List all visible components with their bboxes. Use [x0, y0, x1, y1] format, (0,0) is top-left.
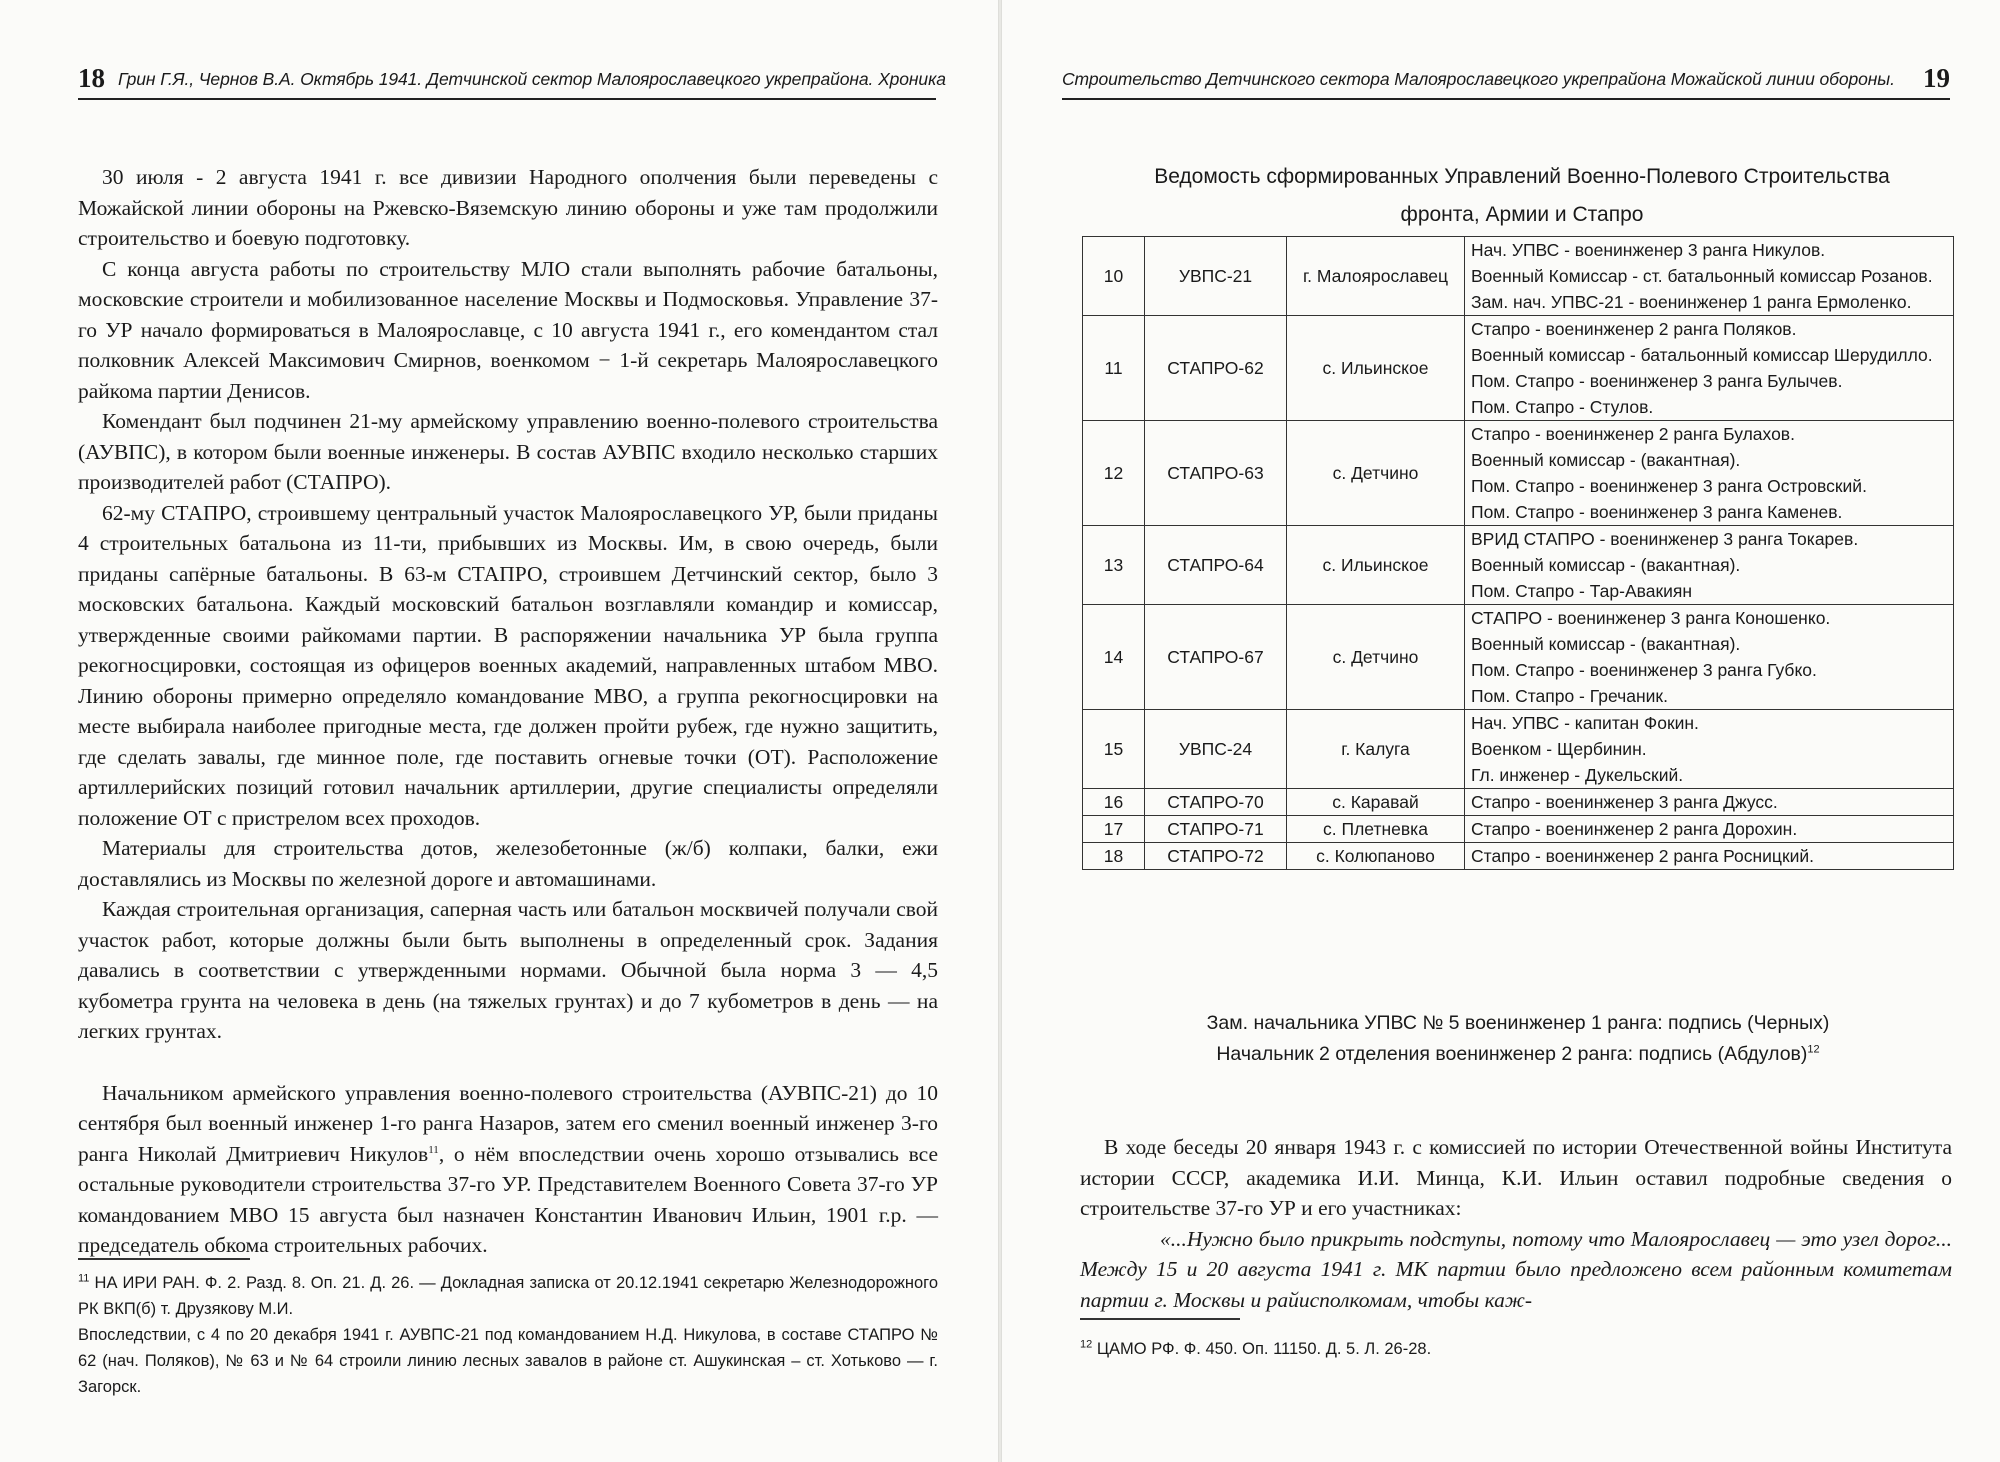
quote: «...Нужно было прикрыть подступы, потому что Малоярославец — это узел дорог... Между 15 и 20 августа 1941 г. МК партии было предложено всем районным комитетам партии г. Москвы и райисполкомам, чтобы каж- [1080, 1226, 1952, 1312]
paragraph: В ходе беседы 20 января 1943 г. с комиссией по истории Отечественной войны Института истории СССР, академика И.И. Минца, К.И. Ильин оставил подробные сведения о строительстве 37-го УР и его участниках: [1080, 1135, 1952, 1220]
unit-staff: Стапро - военинженер 3 ранга Джусс. [1465, 789, 1954, 816]
row-number: 14 [1083, 605, 1145, 710]
unit-staff: Стапро - военинженер 2 ранга Дорохин. [1465, 816, 1954, 843]
left-running-header [78, 58, 946, 100]
unit-name: СТАПРО-71 [1145, 816, 1287, 843]
row-number: 10 [1083, 237, 1145, 316]
paragraph-text: , о нём впоследствии очень хорошо отзывались все остальные руководители строительства 37-го УР. Представителем Военного Совета 37-го УР командованием МВО 15 августа был назначен Константин Иванович Ильин, 1901 г.р. — председатель обкома строительных рабочих. [78, 1141, 938, 1257]
paragraph [78, 1078, 938, 1261]
paragraph: С конца августа работы по строительству МЛО стали выполнять рабочие батальоны, московские строители и мобилизованное население Москвы и Подмосковья. Управление 37-го УР начало формироваться в Малоярославце, с 10 августа 1941 г., его комендантом стал полковник Алексей Максимович Смирнов, военкомом − 1-й секретарь Малоярославецкого райкома партии Денисов. [78, 256, 938, 403]
left-body-text [78, 162, 938, 1261]
unit-staff: ВРИД СТАПРО - военинженер 3 ранга Токарев. Военный комиссар - (вакантная). Пом. Стапро - Тар-Авакиян [1465, 526, 1954, 605]
footnote [78, 1270, 938, 1322]
right-page-number: 19 [1923, 63, 1950, 93]
footnote [1080, 1336, 1952, 1362]
table-title-line: фронта, Армии и Стапро [1400, 203, 1644, 226]
paragraph-text: Начальником армейского управления военно-полевого строительства (АУВПС-21) до 10 сентября был военный инженер 1-го ранга Назаров, затем его сменил военный инженер 3-го ранга Николай Дмитриевич Никулов [78, 1080, 938, 1166]
table-row [1083, 816, 1954, 843]
signature-text: Начальник 2 отделения военинженер 2 ранга: подпись (Абдулов) [1216, 1043, 1808, 1065]
unit-staff: СТАПРО - военинженер 3 ранга Коношенко. Военный комиссар - (вакантная). Пом. Стапро - военинженер 3 ранга Губко. Пом. Стапро - Гречаник. [1465, 605, 1954, 710]
unit-location: с. Детчино [1287, 421, 1465, 526]
table-row [1083, 710, 1954, 789]
footnote-rule [1080, 1318, 1240, 1320]
row-number: 11 [1083, 316, 1145, 421]
unit-location: г. Калуга [1287, 710, 1465, 789]
table-row [1083, 237, 1954, 316]
unit-name: СТАПРО-72 [1145, 843, 1287, 870]
left-page [0, 0, 998, 1462]
unit-staff: Нач. УПВС - военинженер 3 ранга Никулов. Военный Комиссар - ст. батальонный комиссар Розанов. Зам. нач. УПВС-21 - военинженер 1 ранга Ермоленко. [1465, 237, 1954, 316]
unit-location: с. Каравай [1287, 789, 1465, 816]
unit-name: СТАПРО-63 [1145, 421, 1287, 526]
table-row [1083, 843, 1954, 870]
footnote-rule [78, 1258, 250, 1260]
table-title-line: Ведомость сформированных Управлений Военно-Полевого Строительства [1154, 165, 1890, 188]
paragraph: 30 июля - 2 августа 1941 г. все дивизии Народного ополчения были переведены с Можайской линии обороны на Ржевско-Вяземскую линию обороны и уже там продолжили строительство и боевую подготовку. [78, 165, 938, 250]
left-header-title: Грин Г.Я., Чернов В.А. Октябрь 1941. Детчинской сектор Малоярославецкого укрепрайона. Хроника [118, 69, 946, 89]
footnote-mark: 11 [78, 1272, 90, 1285]
unit-staff: Стапро - военинженер 2 ранга Поляков. Военный комиссар - батальонный комиссар Шерудилло. Пом. Стапро - военинженер 3 ранга Булычев. Пом. Стапро - Стулов. [1465, 316, 1954, 421]
paragraph: Каждая строительная организация, саперная часть или батальон москвичей получали свой участок работ, которые должны были быть выполнены в определенный срок. Задания давались в соответствии с утвержденными нормами. Обычной была норма 3 — 4,5 кубометра грунта на человека в день (на тяжелых грунтах) и до 7 кубометров в день — на легких грунтах. [78, 897, 938, 1043]
unit-name: СТАПРО-67 [1145, 605, 1287, 710]
unit-staff: Стапро - военинженер 2 ранга Росницкий. [1465, 843, 1954, 870]
paragraph: 62-му СТАПРО, строившему центральный участок Малоярославецкого УР, были приданы 4 строительных батальона из 11-ти, прибывших из Москвы. Им, в свою очередь, были приданы сапёрные батальоны. В 63-м СТАПРО, строившем Детчинский сектор, было 3 московских батальона. Каждый московский батальон возглавляли командир и комиссар, утвержденные своими райкомами партии. В распоряжении начальника УР была группа рекогносцировки, состоящая из офицеров военных академий, направленных штабом МВО. Линию обороны примерно определяло командование МВО, а группа рекогносцировки на месте выбирала наиболее пригодные места, где должен пройти рубеж, где нужно защитить, где сделать завалы, где минное поле, где поставить огневые точки (ОТ). Расположение артиллерийских позиций готовил начальник артиллерии, другие специалисты определяли положение ОТ с пристрелом всех проходов. [78, 500, 938, 830]
right-footnotes [1080, 1336, 1952, 1362]
unit-location: г. Малоярославец [1287, 237, 1465, 316]
unit-name: СТАПРО-64 [1145, 526, 1287, 605]
units-table [1082, 236, 1954, 870]
unit-location: с. Ильинское [1287, 526, 1465, 605]
row-number: 17 [1083, 816, 1145, 843]
unit-staff: Стапро - военинженер 2 ранга Булахов. Военный комиссар - (вакантная). Пом. Стапро - военинженер 3 ранга Островский. Пом. Стапро - военинженер 3 ранга Каменев. [1465, 421, 1954, 526]
paragraph: Материалы для строительства дотов, железобетонные (ж/б) колпаки, балки, ежи доставлялись из Москвы по железной дороге и автомашинами. [78, 836, 938, 891]
table-row [1083, 526, 1954, 605]
row-number: 18 [1083, 843, 1145, 870]
left-page-number: 18 [78, 63, 105, 93]
signature-line: Зам. начальника УПВС № 5 военинженер 1 ранга: подпись (Черных) [1206, 1012, 1830, 1034]
unit-staff: Нач. УПВС - капитан Фокин. Военком - Щербинин. Гл. инженер - Дукельский. [1465, 710, 1954, 789]
paragraph: Комендант был подчинен 21-му армейскому управлению военно-полевого строительства (АУВПС), в котором были военные инженеры. В состав АУВПС входило несколько старших производителей работ (СТАПРО). [78, 409, 938, 494]
right-header-title: Строительство Детчинского сектора Малоярославецкого укрепрайона Можайской линии обороны. [1062, 69, 1895, 89]
row-number: 13 [1083, 526, 1145, 605]
table-row [1083, 421, 1954, 526]
signature-line [1082, 1039, 1954, 1070]
left-footnotes [78, 1270, 938, 1400]
unit-location: с. Колюпаново [1287, 843, 1465, 870]
table-title [1082, 158, 1962, 234]
footnote-text: НА ИРИ РАН. Ф. 2. Разд. 8. Оп. 21. Д. 26. — Докладная записка от 20.12.1941 секретарю Железнодорожного РК ВКП(б) т. Друзякову М.И. [78, 1274, 938, 1318]
unit-location: с. Плетневка [1287, 816, 1465, 843]
table-row [1083, 605, 1954, 710]
row-number: 16 [1083, 789, 1145, 816]
unit-name: СТАПРО-70 [1145, 789, 1287, 816]
unit-location: с. Ильинское [1287, 316, 1465, 421]
unit-name: СТАПРО-62 [1145, 316, 1287, 421]
unit-name: УВПС-24 [1145, 710, 1287, 789]
right-body-text [1080, 1132, 1952, 1315]
signatures [1082, 1008, 1954, 1070]
unit-name: УВПС-21 [1145, 237, 1287, 316]
footnote-ref[interactable]: 11 [428, 1143, 439, 1156]
footnote-text: ЦАМО РФ. Ф. 450. Оп. 11150. Д. 5. Л. 26-28. [1092, 1340, 1432, 1358]
row-number: 12 [1083, 421, 1145, 526]
right-page [1002, 0, 2000, 1462]
unit-location: с. Детчино [1287, 605, 1465, 710]
footnote: Впоследствии, с 4 по 20 декабря 1941 г. АУВПС-21 под командованием Н.Д. Никулова, в составе СТАПРО № 62 (нач. Поляков), № 63 и № 64 строили линию лесных завалов в районе ст. Ашукинская – ст. Хотьково — г. Загорск. [78, 1326, 938, 1396]
row-number: 15 [1083, 710, 1145, 789]
table-row [1083, 316, 1954, 421]
footnote-mark: 12 [1080, 1338, 1093, 1351]
right-running-header [1062, 58, 1950, 100]
table-row [1083, 789, 1954, 816]
footnote-ref[interactable]: 12 [1807, 1043, 1820, 1056]
